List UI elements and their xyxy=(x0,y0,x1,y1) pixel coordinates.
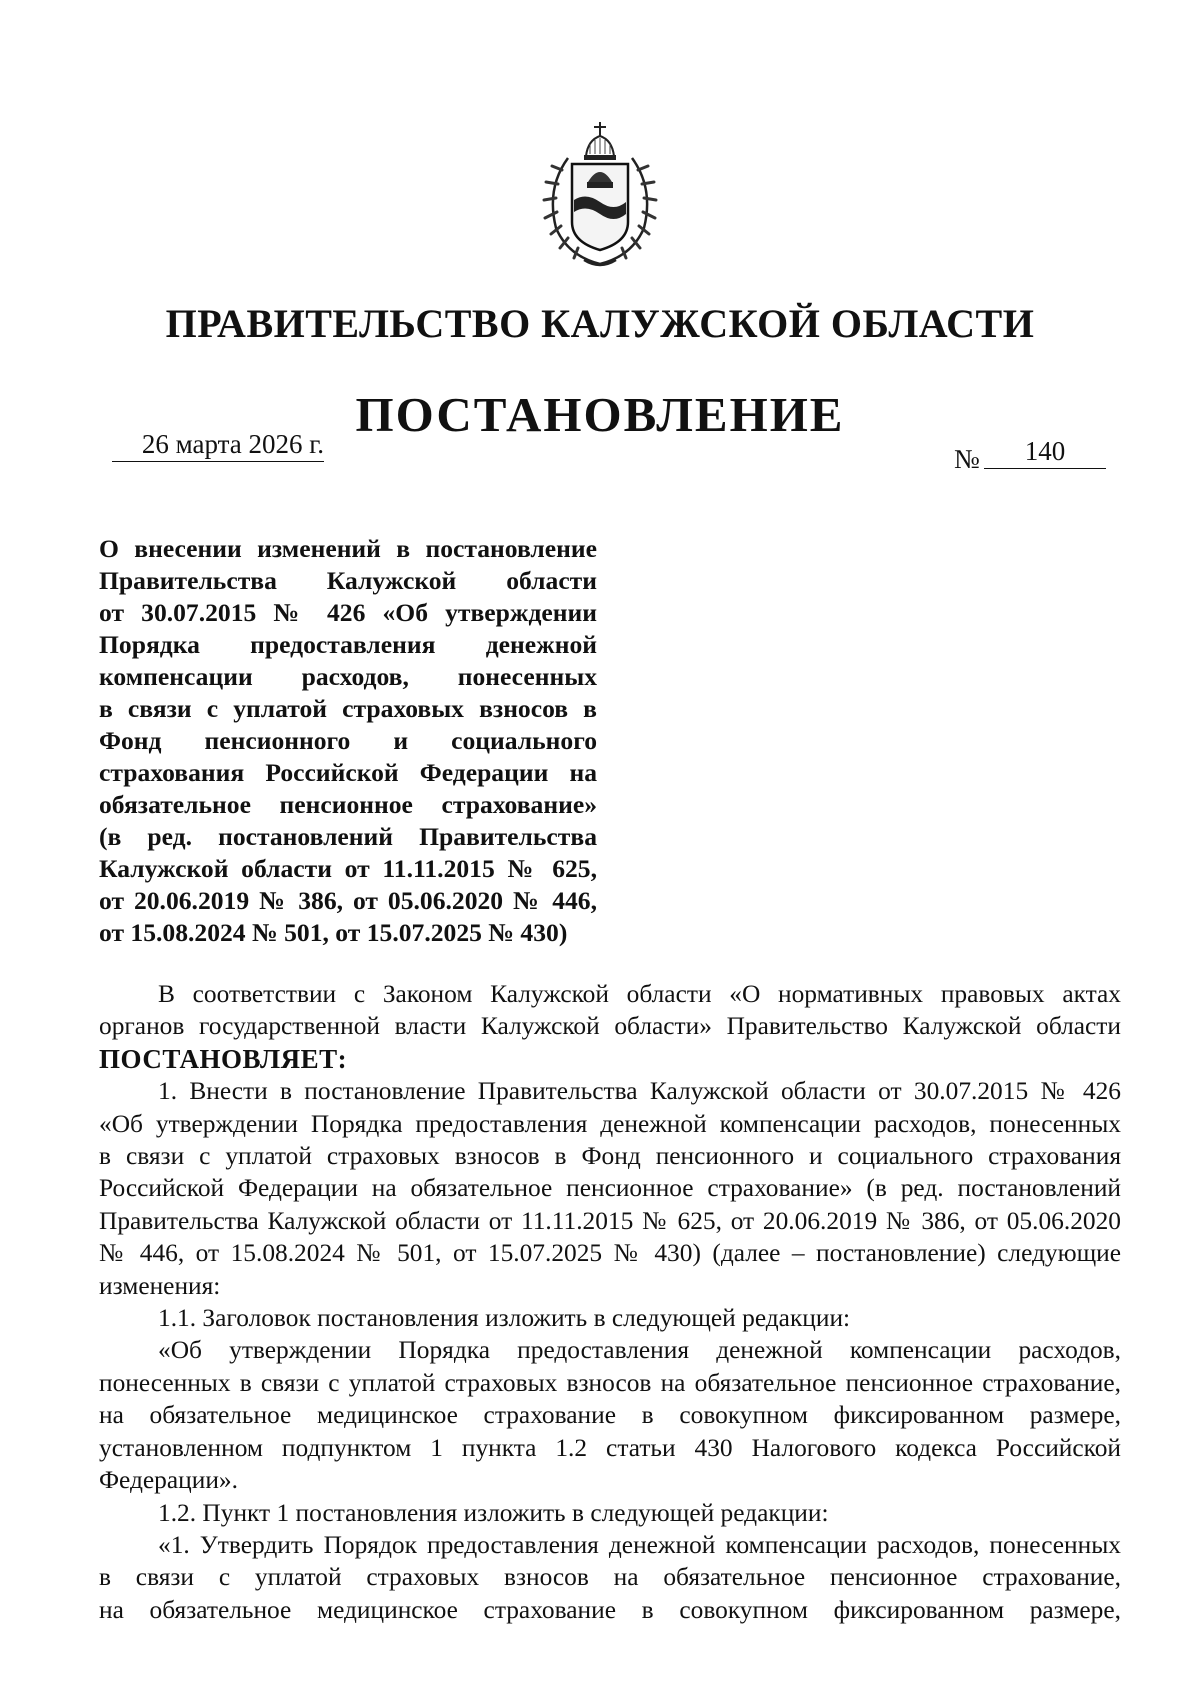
subject-line: от 15.08.2024 № 501, от 15.07.2025 № 430) xyxy=(99,918,568,947)
subject-line: Фонд пенсионного и социального xyxy=(99,726,597,755)
subject-line: Правительства Калужской области xyxy=(99,566,597,595)
body-line: в связи с уплатой страховых взносов на обязательное пенсионное страхование, xyxy=(99,1563,1121,1592)
resolution-keyword: ПОСТАНОВЛЯЕТ: xyxy=(99,1043,348,1074)
subject-line: от 20.06.2019 № 386, от 05.06.2020 № 446, xyxy=(99,886,597,915)
document-number: 140 xyxy=(984,434,1106,469)
body-line: Российской Федерации на обязательное пенсионное страхование» (в ред. постановлений xyxy=(99,1174,1121,1203)
subject-line: страхования Российской Федерации на xyxy=(99,758,597,787)
document-subject xyxy=(99,533,597,949)
body-line: 1. Внести в постановление Правительства Калужской области от 30.07.2015 № 426 xyxy=(158,1077,1121,1106)
body-line: Федерации». xyxy=(99,1466,238,1495)
body-line: понесенных в связи с уплатой страховых взносов на обязательное пенсионное страхование, xyxy=(99,1368,1121,1397)
body-line: на обязательное медицинское страхование в совокупном фиксированном размере, xyxy=(99,1595,1121,1624)
organization-title: ПРАВИТЕЛЬСТВО КАЛУЖСКОЙ ОБЛАСТИ xyxy=(165,301,1035,346)
subject-line: обязательное пенсионное страхование» xyxy=(99,790,597,819)
subject-line: (в ред. постановлений Правительства xyxy=(99,822,597,851)
document-type-heading: ПОСТАНОВЛЕНИЕ xyxy=(355,387,845,442)
body-line: «Об утверждении Порядка предоставления денежной компенсации расходов, понесенных xyxy=(99,1109,1121,1138)
subject-line: Калужской области от 11.11.2015 № 625, xyxy=(99,854,597,883)
body-line: «Об утверждении Порядка предоставления денежной компенсации расходов, xyxy=(158,1336,1121,1365)
body-line: В соответствии с Законом Калужской области «О нормативных правовых актах xyxy=(158,980,1121,1008)
subject-line: О внесении изменений в постановление xyxy=(99,534,597,563)
document-number-label: № xyxy=(954,444,980,474)
body-line: 1.2. Пункт 1 постановления изложить в следующей редакции: xyxy=(158,1498,829,1527)
body-line: в связи с уплатой страховых взносов в Фонд пенсионного и социального страхования xyxy=(99,1142,1121,1171)
subject-line: в связи с уплатой страховых взносов в xyxy=(99,694,597,723)
subject-line: от 30.07.2015 № 426 «Об утверждении xyxy=(99,598,597,627)
subject-line: компенсации расходов, понесенных xyxy=(99,662,597,691)
document-body xyxy=(99,978,1121,1626)
body-line: на обязательное медицинское страхование в совокупном фиксированном размере, xyxy=(99,1401,1121,1430)
body-line: установленном подпунктом 1 пункта 1.2 статьи 430 Налогового кодекса Российской xyxy=(99,1433,1121,1462)
body-line: 1.1. Заголовок постановления изложить в следующей редакции: xyxy=(158,1304,851,1333)
body-line: «1. Утвердить Порядок предоставления денежной компенсации расходов, понесенных xyxy=(158,1530,1121,1559)
subject-line: Порядка предоставления денежной xyxy=(99,630,597,659)
body-line: № 446, от 15.08.2024 № 501, от 15.07.2025 № 430) (далее – постановление) следующие xyxy=(99,1239,1121,1268)
body-line: Правительства Калужской области от 11.11.2015 № 625, от 20.06.2019 № 386, от 05.06.2020 xyxy=(99,1206,1121,1235)
body-line: органов государственной власти Калужской области» Правительство Калужской области xyxy=(99,1012,1121,1041)
kaluga-oblast-coat-of-arms-icon xyxy=(528,118,672,272)
document-date: 26 марта 2026 г. xyxy=(112,427,324,462)
body-line: изменения: xyxy=(99,1271,221,1300)
